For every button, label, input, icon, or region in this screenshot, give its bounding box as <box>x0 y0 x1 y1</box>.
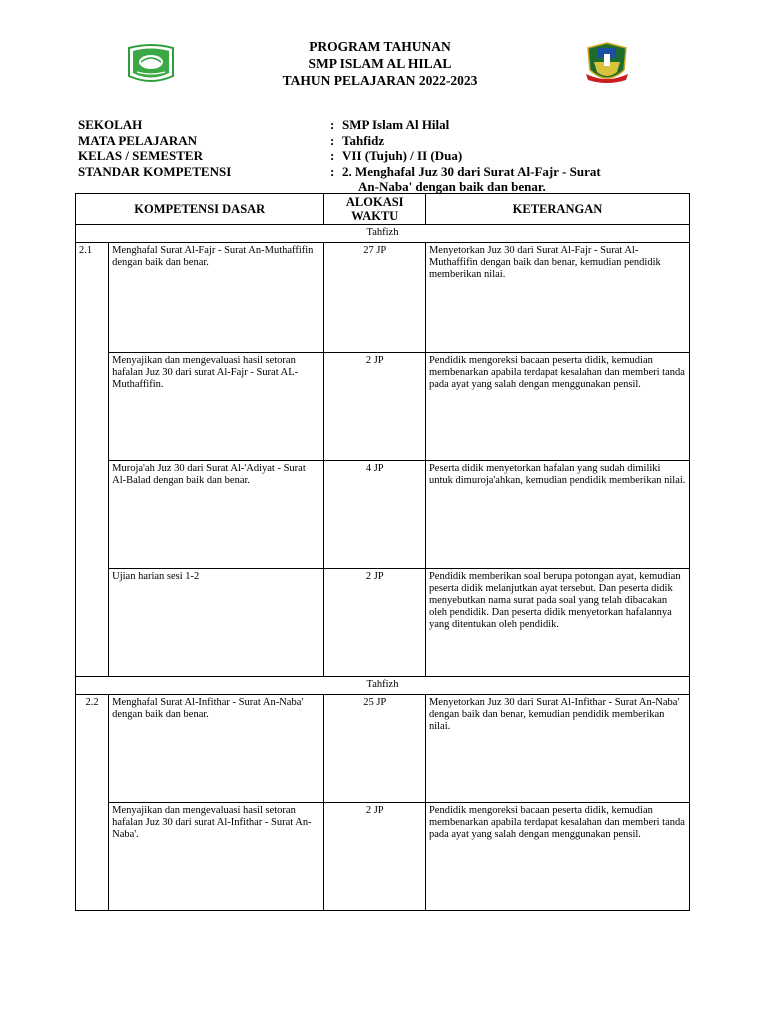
kd-number: 2.1 <box>76 243 109 677</box>
kd-cell: Muroja'ah Juz 30 dari Surat Al-'Adiyat - Surat Al-Balad dengan baik dan benar. <box>109 461 324 569</box>
value-sekolah: SMP Islam Al Hilal <box>342 117 450 132</box>
table-row <box>76 569 690 677</box>
competency-table <box>75 193 690 911</box>
colon: : <box>330 117 335 132</box>
ket-cell: Menyetorkan Juz 30 dari Surat Al-Fajr - Surat Al-Muthaffifin dengan baik dan benar, kemudian pendidik memberikan nilai. <box>425 243 689 353</box>
school-logo-icon <box>123 42 179 86</box>
ket-cell: Pendidik memberikan soal berupa potongan ayat, kemudian peserta didik melanjutkan ayat tersebut. Dan peserta didik menyebutkan nama surat pada soal yang telah dibacakan oleh pendidik. Dan peserta didik menyetorkan hafalannya yang ditentukan oleh pendidik. <box>425 569 689 677</box>
label-kelas: KELAS / SEMESTER <box>78 148 203 163</box>
kd-cell: Ujian harian sesi 1-2 <box>109 569 324 677</box>
colon: : <box>330 148 335 163</box>
value-mapel: Tahfidz <box>342 132 385 148</box>
kd-cell: Menghafal Surat Al-Infithar - Surat An-Naba' dengan baik dan benar. <box>109 695 324 803</box>
kd-cell: Menyajikan dan mengevaluasi hasil setoran hafalan Juz 30 dari surat Al-Infithar - Surat An-Naba'. <box>109 803 324 911</box>
section-row <box>76 225 690 243</box>
colon: : <box>330 163 335 179</box>
value-sk-line1: 2. Menghafal Juz 30 dari Surat Al-Fajr - Surat <box>342 163 601 179</box>
aw-cell: 4 JP <box>324 461 425 569</box>
header-keterangan: KETERANGAN <box>425 194 689 225</box>
colon: : <box>330 132 335 148</box>
aw-cell: 27 JP <box>324 243 425 353</box>
ket-cell: Pendidik mengoreksi bacaan peserta didik, kemudian membenarkan apabila terdapat kesalahan dan memberi tanda pada ayat yang salah dengan menggunakan pensil. <box>425 803 689 911</box>
label-mapel: MATA PELAJARAN <box>78 132 198 148</box>
document-title <box>180 38 580 89</box>
label-sekolah: SEKOLAH <box>78 117 143 132</box>
aw-cell: 2 JP <box>324 803 425 911</box>
info-row-mapel <box>78 133 698 149</box>
table-row <box>76 243 690 353</box>
aw-cell: 25 JP <box>324 695 425 803</box>
table-row <box>76 803 690 911</box>
ket-cell: Pendidik mengoreksi bacaan peserta didik, kemudian membenarkan apabila terdapat kesalahan dan memberi tanda pada ayat yang salah dengan menggunakan pensil. <box>425 353 689 461</box>
ket-cell: Menyetorkan Juz 30 dari Surat Al-Infithar - Surat An-Naba' dengan baik dan benar, kemudian pendidik memberikan nilai. <box>425 695 689 803</box>
table-header-row <box>76 194 690 225</box>
kd-cell: Menghafal Surat Al-Fajr - Surat An-Muthaffifin dengan baik dan benar. <box>109 243 324 353</box>
label-sk: STANDAR KOMPETENSI <box>78 163 232 179</box>
info-row-sk <box>78 164 698 180</box>
ket-cell: Peserta didik menyetorkan hafalan yang sudah dimiliki untuk dimuroja'ahkan, kemudian pendidik memberikan nilai. <box>425 461 689 569</box>
table-row <box>76 461 690 569</box>
regional-emblem-icon <box>584 40 630 86</box>
title-line-1: PROGRAM TAHUNAN <box>309 39 451 54</box>
section-label: Tahfizh <box>76 677 690 695</box>
section-label: Tahfizh <box>76 225 690 243</box>
aw-cell: 2 JP <box>324 569 425 677</box>
value-sk-line2: An-Naba' dengan baik dan benar. <box>358 179 546 194</box>
table-row <box>76 695 690 803</box>
kd-number: 2.2 <box>76 695 109 911</box>
section-row <box>76 677 690 695</box>
title-line-2: SMP ISLAM AL HILAL <box>308 56 452 71</box>
kd-cell: Menyajikan dan mengevaluasi hasil setoran hafalan Juz 30 dari surat Al-Fajr - Surat AL-Muthaffifin. <box>109 353 324 461</box>
value-kelas: VII (Tujuh) / II (Dua) <box>342 148 463 163</box>
info-row-kelas <box>78 148 698 164</box>
info-row-sekolah <box>78 117 698 133</box>
title-line-3: TAHUN PELAJARAN 2022-2023 <box>282 73 478 88</box>
aw-cell: 2 JP <box>324 353 425 461</box>
header-kompetensi-dasar: KOMPETENSI DASAR <box>76 194 324 225</box>
identity-info <box>78 117 698 195</box>
header-alokasi-waktu: ALOKASI WAKTU <box>324 194 425 225</box>
table-row <box>76 353 690 461</box>
